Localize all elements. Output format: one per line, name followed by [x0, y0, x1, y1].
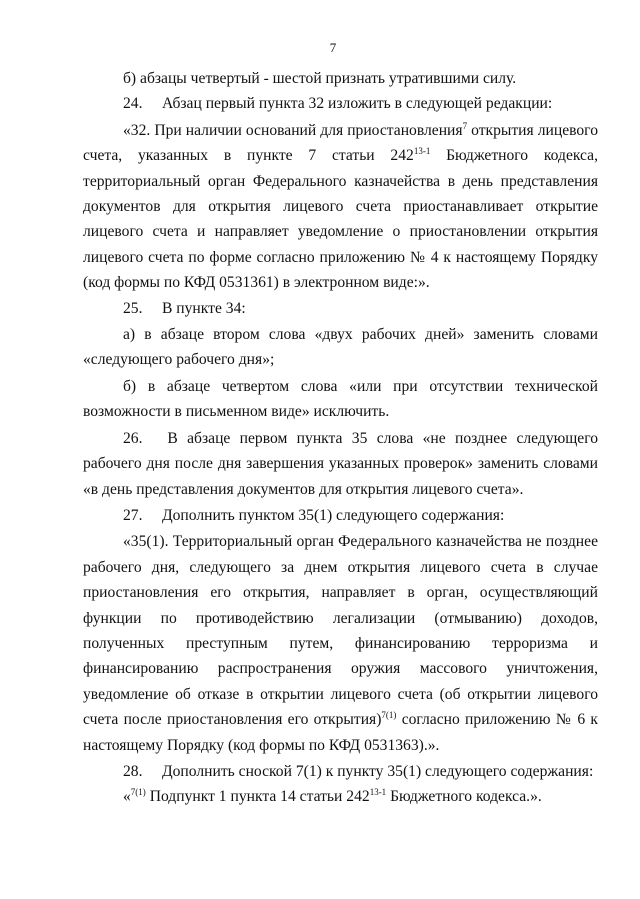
paragraph-text: 25. В пункте 34:	[123, 299, 246, 317]
footnote-marker: 13-1	[413, 146, 431, 157]
paragraph-text: Подпункт 1 пункта 14 статьи 242	[145, 788, 370, 806]
page-number: 7	[329, 40, 337, 55]
paragraph	[83, 118, 598, 296]
paragraph-text: 26. В абзаце первом пункта 35 слова «не позднее следующего рабочего дня после дня завершения указанных проверок» заменить словами «в день представления документов для открытия лицевого счета».	[83, 429, 598, 498]
paragraph	[83, 66, 598, 91]
paragraph-text: Бюджетного кодекса, территориальный орган Федерального казначейства в день представления документов для открытия лицевого счета приостанавливает открытие лицевого счета и направляет уведомление о приостановлении открытия лицевого счета по форме согласно приложению № 4 к настоящему Порядку (код формы по КФД 0531361) в электронном виде:».	[83, 147, 598, 292]
paragraph	[83, 322, 598, 373]
paragraph-text: б) абзацы четвертый - шестой признать утратившими силу.	[123, 70, 517, 87]
footnote-marker: 7	[462, 120, 468, 131]
paragraph	[83, 91, 598, 116]
document-body	[83, 66, 598, 810]
paragraph	[83, 529, 598, 758]
footnote-marker: 7(1)	[381, 710, 397, 721]
paragraph-text: Бюджетного кодекса.».	[386, 788, 542, 806]
footnote-marker: 7(1)	[130, 787, 146, 798]
paragraph	[83, 426, 598, 502]
paragraph-text: 24. Абзац первый пункта 32 изложить в следующей редакции:	[123, 95, 553, 113]
paragraph	[83, 374, 598, 425]
paragraph-text: «32. При наличии оснований для приостановления	[123, 121, 463, 139]
paragraph-text: «	[123, 788, 131, 806]
paragraph-text: согласно приложению № 6 к настоящему Порядку (код формы по КФД 0531363).».	[83, 711, 598, 754]
paragraph	[83, 296, 598, 321]
paragraph-text: б) в абзаце четвертом слова «или при отсутствии технической возможности в письменном виде» исключить.	[83, 377, 598, 421]
paragraph	[83, 784, 598, 809]
paragraph-text: открытия лицевого счета, указанных в пункте 7 статьи 242	[83, 121, 598, 165]
paragraph-text: 28. Дополнить сноской 7(1) к пункту 35(1) следующего содержания:	[123, 762, 594, 780]
paragraph	[83, 759, 598, 784]
paragraph-text: 27. Дополнить пунктом 35(1) следующего содержания:	[123, 506, 505, 524]
paragraph-text: «35(1). Территориальный орган Федерального казначейства не позднее рабочего дня, следующего за днем открытия лицевого счета в случае приостановления его открытия, направляет в орган, осуществляющий функции по противодействию легализации (отмыванию) доходов, полученных преступным путем, финансированию терроризма и финансированию распространения оружия массового уничтожения, уведомление об отказе в открытии лицевого счета (об открытии лицевого счета после приостановления его открытия)	[83, 533, 598, 729]
footnote-marker: 13-1	[369, 787, 387, 798]
paragraph	[83, 503, 598, 528]
paragraph-text: а) в абзаце втором слова «двух рабочих дней» заменить словами «следующего рабочего дня»;	[83, 326, 598, 369]
